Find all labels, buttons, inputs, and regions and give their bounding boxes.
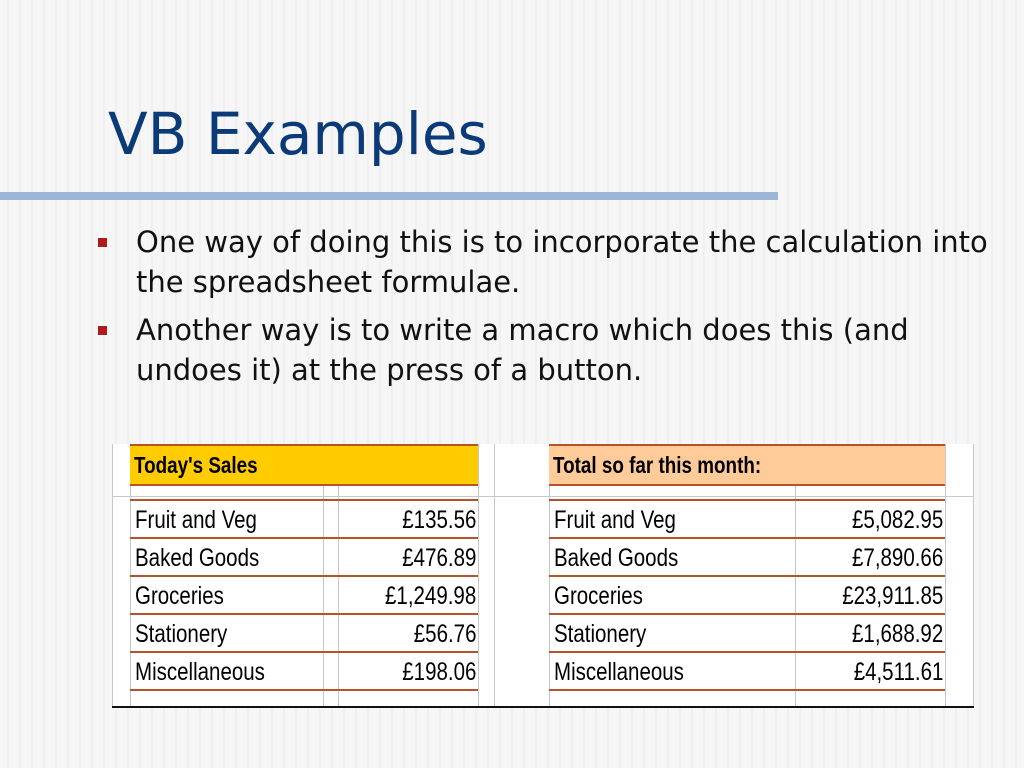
bullet-item	[96, 310, 996, 390]
cell-border	[130, 484, 478, 486]
row-label: Baked Goods	[135, 544, 260, 572]
cell-border	[549, 499, 945, 501]
row-label: Fruit and Veg	[554, 506, 676, 534]
month-total-header: Total so far this month:	[549, 446, 945, 484]
row-label: Stationery	[554, 620, 647, 648]
grid-line	[112, 496, 974, 497]
bullet-list	[96, 222, 996, 398]
grid-line	[112, 444, 113, 708]
cell-border	[130, 499, 478, 501]
title-underline	[0, 192, 778, 200]
row-value: £4,511.61	[853, 658, 943, 686]
row-label: Fruit and Veg	[135, 506, 257, 534]
row-label: Stationery	[135, 620, 228, 648]
table-bottom-border	[112, 706, 974, 708]
slide-title: VB Examples	[108, 100, 488, 168]
square-bullet-icon	[98, 238, 107, 247]
row-label: Groceries	[135, 582, 224, 610]
row-value: £198.06	[401, 658, 476, 686]
row-value: £1,688.92	[851, 620, 943, 648]
grid-line	[973, 444, 974, 708]
row-label: Miscellaneous	[554, 658, 684, 686]
row-label: Miscellaneous	[135, 658, 265, 686]
row-value: £7,890.66	[851, 544, 943, 572]
row-value: £56.76	[413, 620, 476, 648]
grid-line	[945, 444, 946, 708]
row-value: £1,249.98	[384, 582, 476, 610]
bullet-text: One way of doing this is to incorporate the calculation into the spreadsheet formulae.	[136, 225, 988, 299]
cell-border	[549, 484, 945, 486]
row-value: £135.56	[401, 506, 476, 534]
cell-border	[130, 444, 478, 446]
row-label: Groceries	[554, 582, 643, 610]
grid-line	[494, 444, 495, 708]
cell-border	[549, 444, 945, 446]
row-value: £476.89	[401, 544, 476, 572]
row-value: £5,082.95	[851, 506, 943, 534]
row-value: £23,911.85	[841, 582, 943, 610]
grid-line	[478, 444, 479, 708]
bullet-item	[96, 222, 996, 302]
spreadsheet-image	[112, 444, 974, 708]
bullet-text: Another way is to write a macro which does this (and undoes it) at the press of a button.	[136, 313, 909, 387]
todays-sales-header: Today's Sales	[130, 446, 478, 484]
square-bullet-icon	[98, 326, 107, 335]
row-label: Baked Goods	[554, 544, 679, 572]
